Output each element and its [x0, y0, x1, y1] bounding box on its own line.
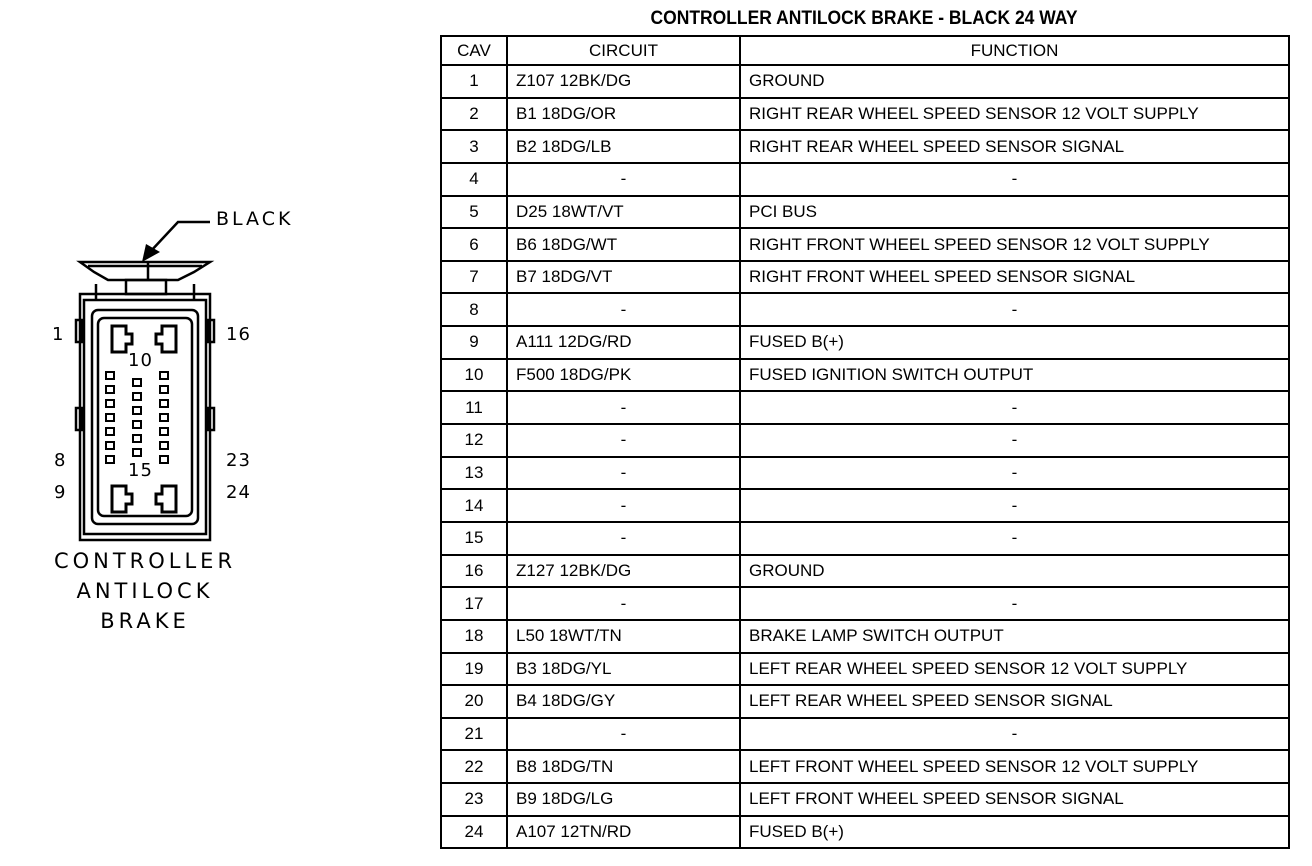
cell-cav: 4 — [441, 163, 507, 196]
cell-circuit: B1 18DG/OR — [507, 98, 740, 131]
connector-name-line: ANTILOCK — [76, 579, 214, 603]
pin-label-24: 24 — [226, 482, 251, 503]
table-row — [441, 424, 1289, 457]
cell-circuit: A107 12TN/RD — [507, 816, 740, 849]
cell-function: - — [740, 293, 1289, 326]
table-row — [441, 685, 1289, 718]
cell-cav: 3 — [441, 130, 507, 163]
cell-function: LEFT FRONT WHEEL SPEED SENSOR SIGNAL — [740, 783, 1289, 816]
cell-function: BRAKE LAMP SWITCH OUTPUT — [740, 620, 1289, 653]
cell-function: - — [740, 587, 1289, 620]
cell-cav: 23 — [441, 783, 507, 816]
table-row — [441, 391, 1289, 424]
cell-cav: 17 — [441, 587, 507, 620]
cell-function: GROUND — [740, 65, 1289, 98]
connector-diagram — [0, 0, 300, 866]
table-row — [441, 718, 1289, 751]
cell-cav: 1 — [441, 65, 507, 98]
cell-circuit: B7 18DG/VT — [507, 261, 740, 294]
cell-cav: 6 — [441, 228, 507, 261]
cell-circuit: - — [507, 457, 740, 490]
pin-label-9: 9 — [54, 482, 67, 503]
cell-circuit: D25 18WT/VT — [507, 196, 740, 229]
cavity-table — [440, 35, 1290, 849]
cell-cav: 22 — [441, 750, 507, 783]
cell-cav: 8 — [441, 293, 507, 326]
cell-function: LEFT REAR WHEEL SPEED SENSOR 12 VOLT SUPPLY — [740, 653, 1289, 686]
callout-label: BLACK — [216, 208, 294, 230]
table-row — [441, 65, 1289, 98]
cell-cav: 15 — [441, 522, 507, 555]
table-row — [441, 816, 1289, 849]
cell-cav: 9 — [441, 326, 507, 359]
pin-label-10: 10 — [128, 350, 153, 371]
header-function: FUNCTION — [740, 36, 1289, 65]
cell-cav: 16 — [441, 555, 507, 588]
cell-cav: 7 — [441, 261, 507, 294]
cell-function: - — [740, 163, 1289, 196]
cell-function: LEFT FRONT WHEEL SPEED SENSOR 12 VOLT SUPPLY — [740, 750, 1289, 783]
cell-function: GROUND — [740, 555, 1289, 588]
connector-name-line: BRAKE — [100, 609, 190, 633]
table-row — [441, 750, 1289, 783]
cell-function: RIGHT REAR WHEEL SPEED SENSOR SIGNAL — [740, 130, 1289, 163]
cell-circuit: A111 12DG/RD — [507, 326, 740, 359]
table-row — [441, 196, 1289, 229]
pin-label-16: 16 — [226, 324, 251, 345]
cell-circuit: B4 18DG/GY — [507, 685, 740, 718]
connector-name-line: CONTROLLER — [53, 549, 237, 573]
cell-cav: 21 — [441, 718, 507, 751]
connector-name — [40, 546, 250, 636]
cell-function: - — [740, 457, 1289, 490]
table-row — [441, 130, 1289, 163]
table-row — [441, 293, 1289, 326]
cell-function: - — [740, 489, 1289, 522]
table-row — [441, 653, 1289, 686]
table-header-row — [441, 36, 1289, 65]
small-cavities — [106, 372, 168, 463]
cell-circuit: F500 18DG/PK — [507, 359, 740, 392]
cell-function: - — [740, 522, 1289, 555]
header-circuit: CIRCUIT — [507, 36, 740, 65]
cell-circuit: Z127 12BK/DG — [507, 555, 740, 588]
cell-cav: 5 — [441, 196, 507, 229]
header-cav: CAV — [441, 36, 507, 65]
table-row — [441, 359, 1289, 392]
cell-circuit: B3 18DG/YL — [507, 653, 740, 686]
pin-label-15: 15 — [128, 460, 153, 481]
cell-circuit: - — [507, 391, 740, 424]
pin-label-8: 8 — [54, 450, 67, 471]
cell-circuit: B8 18DG/TN — [507, 750, 740, 783]
callout-arrowhead — [142, 244, 160, 262]
cell-circuit: - — [507, 718, 740, 751]
cell-function: PCI BUS — [740, 196, 1289, 229]
cell-function: RIGHT REAR WHEEL SPEED SENSOR 12 VOLT SUPPLY — [740, 98, 1289, 131]
table-row — [441, 489, 1289, 522]
cell-function: FUSED B(+) — [740, 816, 1289, 849]
cell-circuit: - — [507, 522, 740, 555]
connector-body — [76, 294, 214, 540]
cell-cav: 13 — [441, 457, 507, 490]
cell-cav: 18 — [441, 620, 507, 653]
pin-label-1: 1 — [52, 324, 65, 345]
cell-function: - — [740, 718, 1289, 751]
table-row — [441, 522, 1289, 555]
cell-function: RIGHT FRONT WHEEL SPEED SENSOR 12 VOLT SUPPLY — [740, 228, 1289, 261]
cell-cav: 19 — [441, 653, 507, 686]
cell-circuit: - — [507, 587, 740, 620]
cell-circuit: B9 18DG/LG — [507, 783, 740, 816]
cell-cav: 20 — [441, 685, 507, 718]
cell-function: LEFT REAR WHEEL SPEED SENSOR SIGNAL — [740, 685, 1289, 718]
cell-cav: 12 — [441, 424, 507, 457]
cell-circuit: - — [507, 293, 740, 326]
cell-function: RIGHT FRONT WHEEL SPEED SENSOR SIGNAL — [740, 261, 1289, 294]
connector-drawing — [0, 0, 300, 866]
cell-circuit: B2 18DG/LB — [507, 130, 740, 163]
table-row — [441, 228, 1289, 261]
callout-arrow — [150, 222, 210, 252]
pin-label-23: 23 — [226, 450, 251, 471]
cell-circuit: L50 18WT/TN — [507, 620, 740, 653]
cell-circuit: Z107 12BK/DG — [507, 65, 740, 98]
cell-cav: 2 — [441, 98, 507, 131]
table-title: CONTROLLER ANTILOCK BRAKE - BLACK 24 WAY — [650, 8, 1078, 29]
table-row — [441, 326, 1289, 359]
cell-function: - — [740, 391, 1289, 424]
table-row — [441, 555, 1289, 588]
cell-circuit: B6 18DG/WT — [507, 228, 740, 261]
cell-function: FUSED IGNITION SWITCH OUTPUT — [740, 359, 1289, 392]
cell-cav: 24 — [441, 816, 507, 849]
cell-cav: 11 — [441, 391, 507, 424]
cell-function: FUSED B(+) — [740, 326, 1289, 359]
table-row — [441, 261, 1289, 294]
cell-circuit: - — [507, 489, 740, 522]
table-row — [441, 98, 1289, 131]
table-row — [441, 587, 1289, 620]
cell-function: - — [740, 424, 1289, 457]
cell-cav: 10 — [441, 359, 507, 392]
cell-cav: 14 — [441, 489, 507, 522]
table-row — [441, 783, 1289, 816]
table-row — [441, 163, 1289, 196]
table-row — [441, 457, 1289, 490]
table-row — [441, 620, 1289, 653]
cell-circuit: - — [507, 424, 740, 457]
cell-circuit: - — [507, 163, 740, 196]
